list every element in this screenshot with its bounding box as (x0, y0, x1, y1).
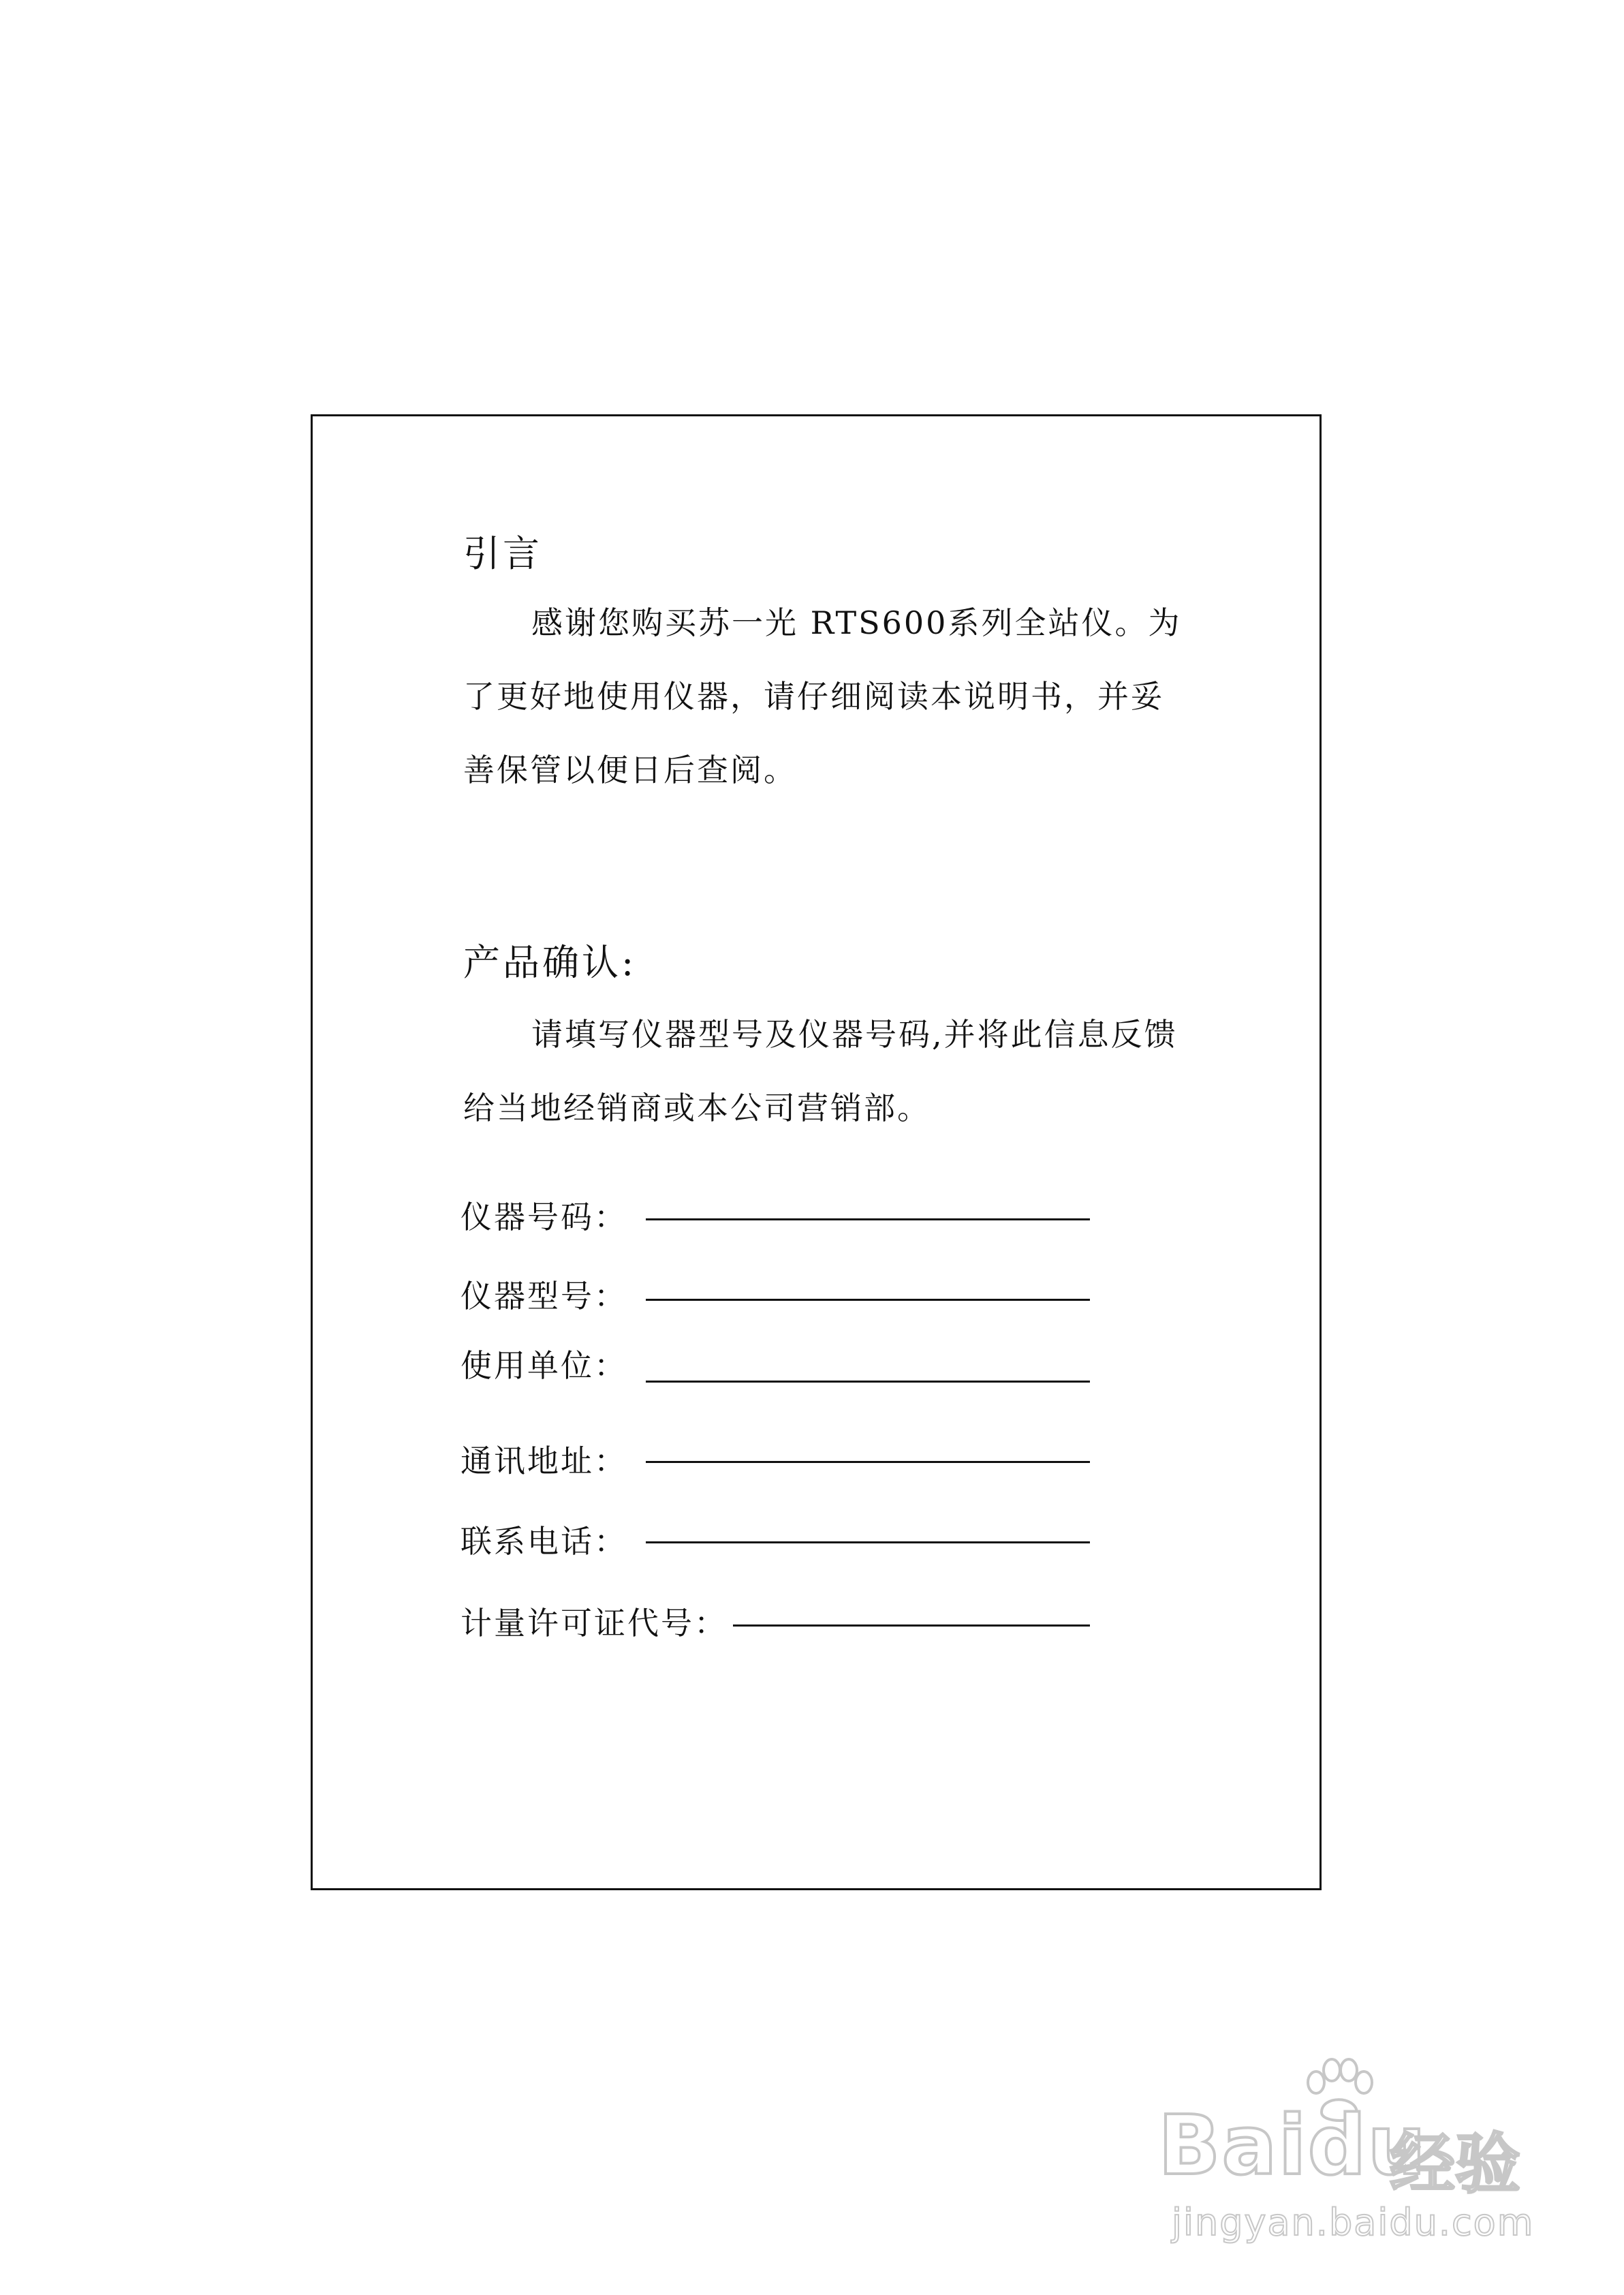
watermark-logo: Baidu (1158, 2099, 1427, 2193)
watermark-brand: 经验 (1390, 2126, 1520, 2202)
intro-paragraph: 感谢您购买苏一光 RTS600系列全站仪。为了更好地使用仪器，请仔细阅读本说明书，并妥善保管以便日后查阅。 (463, 604, 1182, 788)
field-label-address: 通讯地址： (460, 1443, 627, 1479)
confirm-heading: 产品确认: (463, 941, 637, 984)
confirm-paragraph: 请填写仪器型号及仪器号码,并将此信息反馈给当地经销商或本公司营销部。 (463, 1016, 1178, 1126)
field-label-phone: 联系电话： (460, 1523, 627, 1560)
field-label-user-unit: 使用单位： (460, 1347, 627, 1384)
field-label-instrument-number: 仪器号码： (460, 1199, 627, 1235)
field-line-license-code[interactable] (733, 1624, 1090, 1627)
field-line-user-unit[interactable] (646, 1381, 1090, 1383)
intro-heading: 引言 (463, 532, 542, 575)
field-line-instrument-model[interactable] (646, 1299, 1090, 1301)
baidu-jingyan-watermark (1158, 2058, 1540, 2244)
field-line-address[interactable] (646, 1461, 1090, 1463)
field-label-instrument-model: 仪器型号： (460, 1278, 627, 1314)
watermark-url: jingyan.baidu.com (1172, 2201, 1535, 2244)
field-line-instrument-number[interactable] (646, 1218, 1090, 1220)
field-line-phone[interactable] (646, 1541, 1090, 1543)
field-label-license-code: 计量许可证代号： (460, 1605, 728, 1642)
